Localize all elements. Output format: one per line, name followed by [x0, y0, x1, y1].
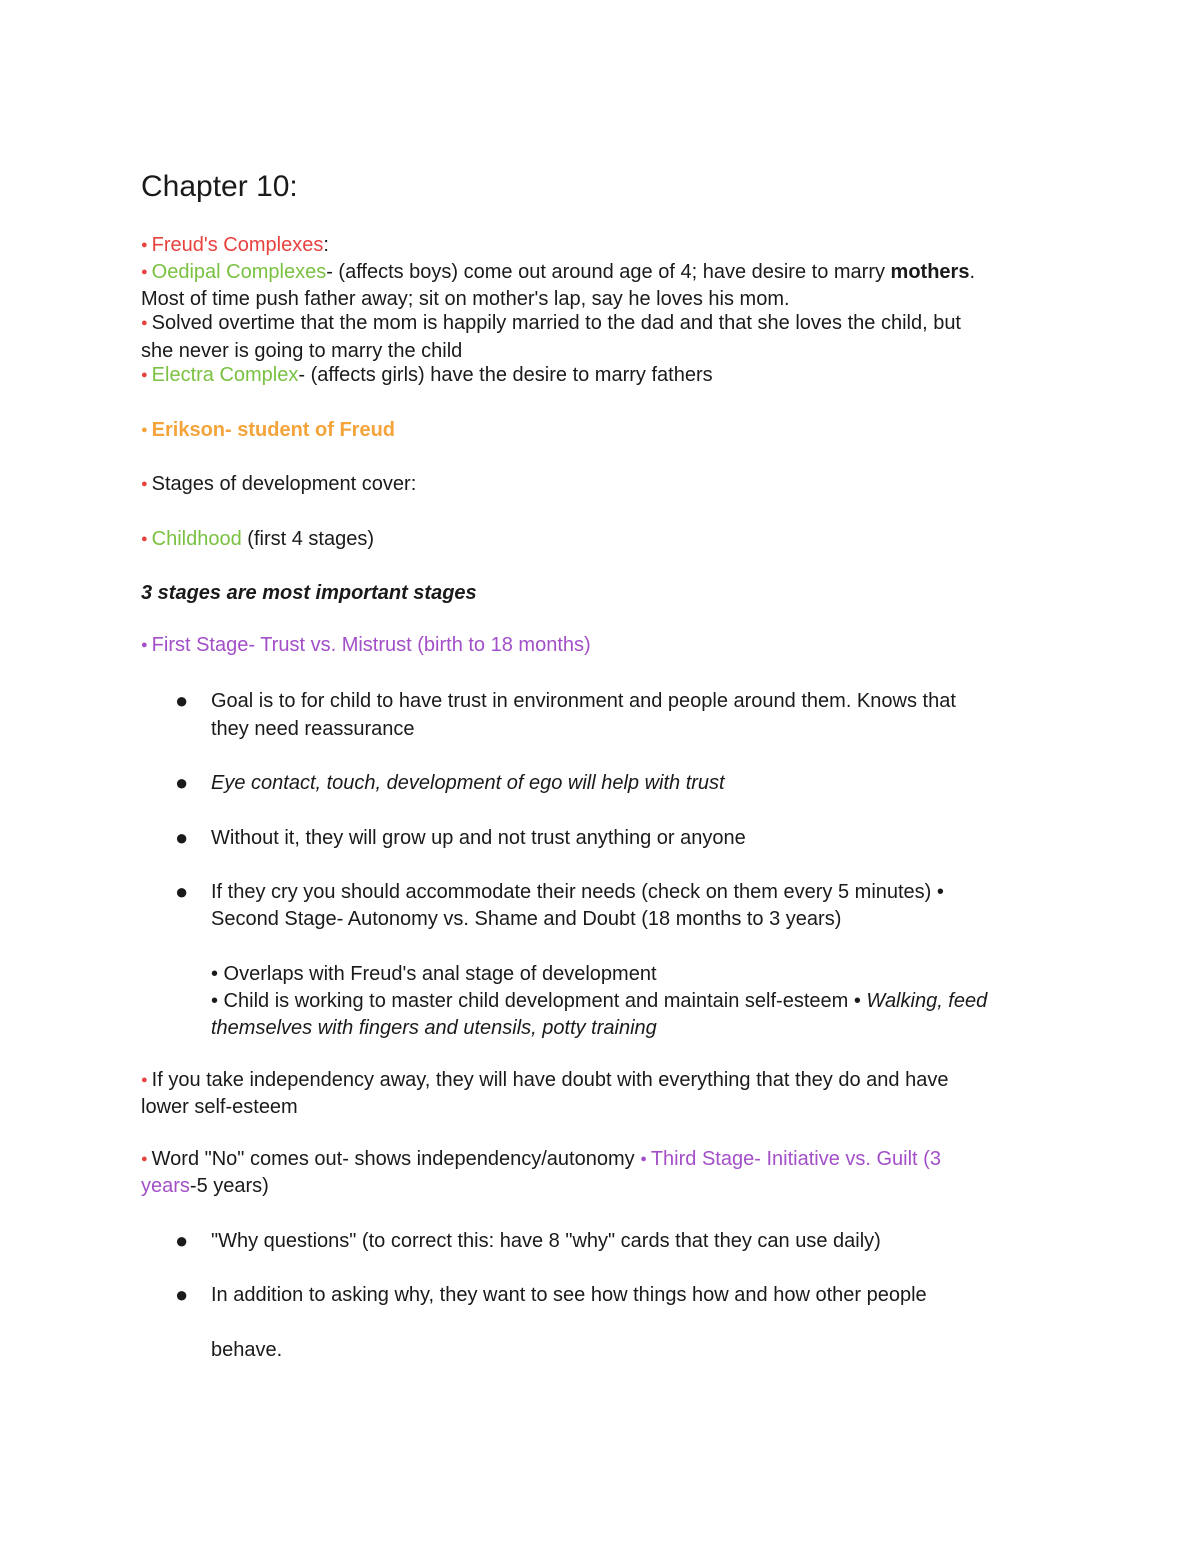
bullet-dot: ●: [141, 639, 148, 651]
solved-line2: she never is going to marry the child: [141, 340, 463, 362]
third-bullet-1: "Why questions" (to correct this: have 8 "why" cards that they can use daily): [211, 1230, 881, 1252]
first-bullet-4-line1: If they cry you should accommodate their needs (check on them every 5 minutes) •: [211, 881, 944, 903]
first-bullet-1-line1: Goal is to for child to have trust in environment and people around them. Knows that: [211, 690, 956, 712]
childhood-text: (first 4 stages): [241, 528, 374, 550]
second-stage-working-line: [211, 988, 987, 1014]
bullet-dot: ●: [141, 1153, 148, 1165]
first-stage-heading: First Stage- Trust vs. Mistrust (birth to 18 months): [151, 634, 591, 656]
oedipal-line: [141, 259, 975, 285]
third-stage-rest: -5 years): [189, 1175, 269, 1197]
independency-text: If you take independency away, they will have doubt with everything that they do and have: [151, 1069, 949, 1091]
list-bullet: ●: [175, 879, 189, 904]
word-no-text: Word "No" comes out- shows independency/autonomy: [151, 1148, 641, 1170]
list-bullet: ●: [175, 1282, 189, 1307]
solved-line: [141, 310, 961, 336]
freud-colon: :: [323, 234, 329, 256]
childhood-line: [141, 526, 374, 552]
bullet-dot: ●: [141, 369, 148, 381]
bullet-dot: ●: [141, 424, 148, 436]
page-title: Chapter 10:: [141, 170, 298, 203]
electra-label: Electra Complex: [151, 364, 299, 386]
stages-cover-line: [141, 471, 416, 497]
solved-text: Solved overtime that the mom is happily married to the dad and that she loves the child, but: [151, 312, 961, 334]
first-bullet-3: Without it, they will grow up and not trust anything or anyone: [211, 827, 746, 849]
list-bullet: ●: [175, 688, 189, 713]
bullet-dot: ●: [141, 478, 148, 490]
electra-line: [141, 362, 713, 388]
third-stage-line2: [141, 1173, 269, 1199]
word-no-line: [141, 1146, 941, 1172]
list-bullet: ●: [175, 770, 189, 795]
second-stage-overlaps: • Overlaps with Freud's anal stage of development: [211, 963, 657, 985]
erikson-heading: Erikson- student of Freud: [151, 419, 395, 441]
childhood-label: Childhood: [151, 528, 242, 550]
list-bullet: ●: [175, 1228, 189, 1253]
independency-line2: lower self-esteem: [141, 1096, 298, 1118]
third-bullet-2-cont: behave.: [211, 1339, 283, 1361]
first-bullet-4-line2: Second Stage- Autonomy vs. Shame and Doubt (18 months to 3 years): [211, 908, 842, 930]
erikson-line: [141, 417, 395, 443]
bullet-dot: ●: [141, 533, 148, 545]
bullet-dot: ●: [141, 266, 148, 278]
electra-text: - (affects girls) have the desire to marry fathers: [298, 364, 713, 386]
independency-line: [141, 1067, 948, 1093]
stages-cover-text: Stages of development cover:: [151, 473, 417, 495]
second-stage-themselves: themselves with fingers and utensils, potty training: [211, 1017, 657, 1039]
freud-complexes-line: [141, 232, 329, 258]
oedipal-bold: mothers: [890, 261, 970, 283]
bullet-dot: ●: [141, 1074, 148, 1086]
bullet-dot: ●: [141, 239, 148, 251]
first-stage-line: [141, 632, 591, 658]
list-bullet: ●: [175, 825, 189, 850]
freud-complexes-label: Freud's Complexes: [151, 234, 324, 256]
important-stages-heading: 3 stages are most important stages: [141, 582, 477, 604]
second-stage-working: • Child is working to master child development and maintain self-esteem •: [211, 990, 867, 1012]
second-stage-walking: Walking, feed: [866, 990, 988, 1012]
oedipal-end: .: [969, 261, 976, 283]
third-bullet-2: In addition to asking why, they want to see how things how and how other people: [211, 1284, 927, 1306]
oedipal-label: Oedipal Complexes: [151, 261, 327, 283]
third-stage-years: years: [141, 1175, 190, 1197]
first-bullet-1-line2: they need reassurance: [211, 718, 415, 740]
third-stage-heading: Third Stage- Initiative vs. Guilt (3: [650, 1148, 941, 1170]
bullet-dot: ●: [141, 317, 148, 329]
bullet-dot: ●: [640, 1153, 647, 1165]
oedipal-line2: Most of time push father away; sit on mother's lap, say he loves his mom.: [141, 288, 790, 310]
first-bullet-2: Eye contact, touch, development of ego will help with trust: [211, 772, 725, 794]
oedipal-text: - (affects boys) come out around age of 4; have desire to marry: [326, 261, 891, 283]
